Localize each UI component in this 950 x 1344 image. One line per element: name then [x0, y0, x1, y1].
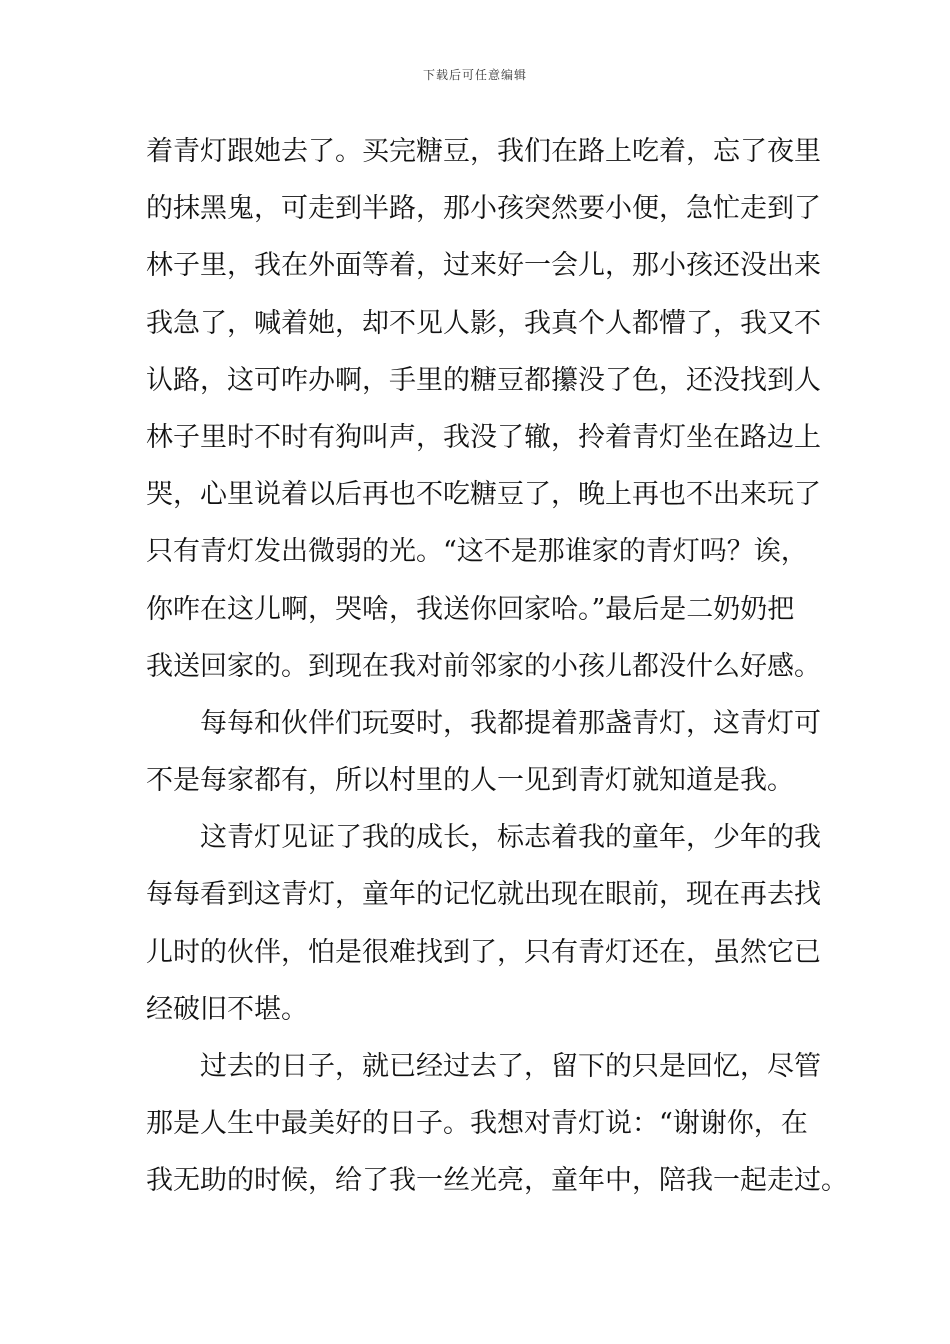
text-line: 林子里，我在外面等着，过来好一会儿，那小孩还没出来: [146, 250, 821, 282]
text-line: 认路，这可咋办啊，手里的糖豆都攥没了色，还没找到人: [146, 364, 821, 396]
text-line: 儿时的伙伴，怕是很难找到了，只有青灯还在，虽然它已: [146, 936, 821, 968]
text-line: 只有青灯发出微弱的光。“这不是那谁家的青灯吗？诶，: [146, 536, 808, 568]
text-line: 不是每家都有，所以村里的人一见到青灯就知道是我。: [146, 765, 794, 797]
text-line: 我急了，喊着她，却不见人影，我真个人都懵了，我又不: [146, 307, 821, 339]
text-line: 林子里时不时有狗叫声，我没了辙，拎着青灯坐在路边上: [146, 421, 821, 453]
document-body: [146, 123, 848, 1210]
text-line: 的抹黑鬼，可走到半路，那小孩突然要小便，急忙走到了: [146, 193, 821, 225]
paragraph-first-line: 每每和伙伴们玩耍时，我都提着那盏青灯，这青灯可: [200, 707, 821, 739]
text-line: 我无助的时候，给了我一丝光亮，童年中，陪我一起走过。: [146, 1165, 848, 1197]
text-line: 哭，心里说着以后再也不吃糖豆了，晚上再也不出来玩了: [146, 479, 821, 511]
paragraph-first-line: 这青灯见证了我的成长，标志着我的童年，少年的我: [200, 822, 821, 854]
paragraph-first-line: 过去的日子，就已经过去了，留下的只是回忆，尽管: [200, 1051, 821, 1082]
text-line: 经破旧不堪。: [146, 993, 308, 1025]
text-line: 着青灯跟她去了。买完糖豆，我们在路上吃着，忘了夜里: [146, 136, 821, 167]
text-line: 每每看到这青灯，童年的记忆就出现在眼前，现在再去找: [146, 879, 821, 911]
text-line: 那是人生中最美好的日子。我想对青灯说：“谢谢你，在: [146, 1108, 808, 1140]
page-header: 下载后可任意编辑: [422, 68, 527, 82]
text-line: 你咋在这儿啊，哭啥，我送你回家哈。”最后是二奶奶把: [146, 593, 795, 625]
text-line: 我送回家的。到现在我对前邻家的小孩儿都没什么好感。: [146, 650, 821, 682]
